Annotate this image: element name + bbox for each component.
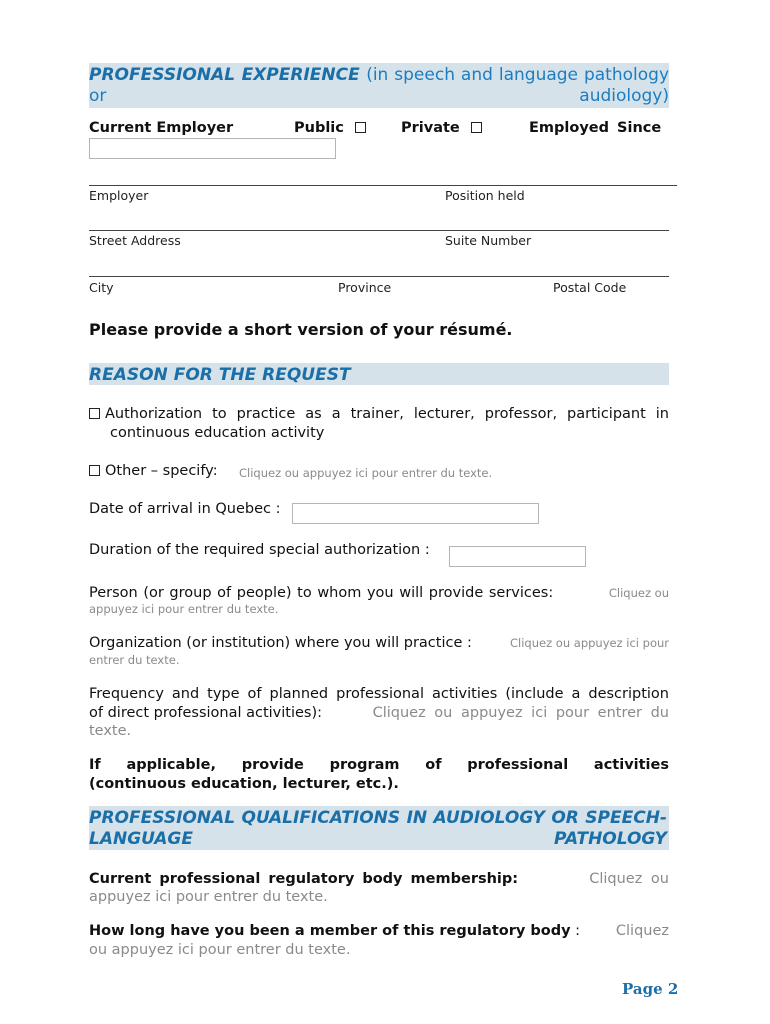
page-number: Page 2 xyxy=(622,980,679,998)
program-line2: (continuous education, lecturer, etc.). xyxy=(89,776,399,792)
person-field[interactable]: appuyez ici pour entrer du texte. xyxy=(89,602,279,616)
how-long-label: How long have you been a member of this regulatory body xyxy=(89,923,571,939)
org-field-start[interactable]: Cliquez ou appuyez ici pour xyxy=(510,636,669,650)
freq-field[interactable]: texte. xyxy=(89,723,132,739)
option-trainer[interactable] xyxy=(89,405,669,424)
current-employer-input[interactable] xyxy=(89,138,336,159)
private-option[interactable] xyxy=(401,120,487,136)
private-checkbox[interactable] xyxy=(471,122,482,133)
suite-label: Suite Number xyxy=(445,233,532,248)
experience-title-text: PROFESSIONAL EXPERIENCE xyxy=(89,65,360,85)
trainer-label-line1: Authorization to practice as a trainer, lecturer, professor, participant in xyxy=(105,406,669,422)
org-field[interactable]: entrer du texte. xyxy=(89,653,180,667)
trainer-label-line2: continuous education activity xyxy=(110,425,325,441)
how-long-line1 xyxy=(89,922,669,941)
date-arrival-input[interactable] xyxy=(292,503,539,524)
how-long-field-start[interactable]: Cliquez xyxy=(615,923,669,939)
street-label: Street Address xyxy=(89,233,181,248)
how-long-field[interactable]: ou appuyez ici pour entrer du texte. xyxy=(89,942,351,958)
city-line xyxy=(89,276,669,277)
org-line1 xyxy=(89,634,669,653)
public-label: Public xyxy=(294,120,344,136)
person-line1 xyxy=(89,584,669,603)
experience-section-title xyxy=(89,65,669,107)
other-label: Other – specify: xyxy=(105,463,218,479)
qualifications-section-title: PROFESSIONAL QUALIFICATIONS IN AUDIOLOGY OR SPEECH-LANGUAGE PATHOLOGY xyxy=(89,808,667,849)
employed-since-label: Employed Since xyxy=(529,120,662,136)
city-label: City xyxy=(89,280,114,295)
employer-line xyxy=(89,185,677,186)
position-label: Position held xyxy=(445,188,525,203)
program-line1: If applicable, provide program of professional activities xyxy=(89,757,669,773)
person-label: Person (or group of people) to whom you will provide services: xyxy=(89,585,554,601)
street-line xyxy=(89,230,669,231)
duration-input[interactable] xyxy=(449,546,586,567)
private-label: Private xyxy=(401,120,460,136)
duration-label: Duration of the required special authorization : xyxy=(89,542,430,558)
membership-label: Current professional regulatory body membership: xyxy=(89,871,519,887)
how-long-sep: : xyxy=(570,923,585,939)
freq-line1: Frequency and type of planned professional activities (include a description xyxy=(89,686,669,702)
person-field-start[interactable]: Cliquez ou xyxy=(608,586,669,600)
other-checkbox[interactable] xyxy=(89,465,100,476)
trainer-checkbox[interactable] xyxy=(89,408,100,419)
membership-field-start[interactable]: Cliquez ou xyxy=(589,871,669,887)
freq-line2 xyxy=(89,704,669,723)
current-employer-label: Current Employer xyxy=(89,120,234,136)
membership-line1 xyxy=(89,870,669,889)
membership-field[interactable]: appuyez ici pour entrer du texte. xyxy=(89,889,328,905)
org-label: Organization (or institution) where you will practice : xyxy=(89,635,472,651)
province-label: Province xyxy=(338,280,392,295)
experience-subtitle-text: (in speech and language pathology or audiology) xyxy=(89,65,669,106)
public-checkbox[interactable] xyxy=(355,122,366,133)
other-specify-field[interactable]: Cliquez ou appuyez ici pour entrer du texte. xyxy=(239,466,493,480)
option-other[interactable] xyxy=(89,462,218,481)
public-option[interactable] xyxy=(294,120,371,136)
freq-label-line2: of direct professional activities): xyxy=(89,705,323,721)
freq-field-start[interactable]: Cliquez ou appuyez ici pour entrer du xyxy=(372,705,669,721)
reason-section-title: REASON FOR THE REQUEST xyxy=(89,365,351,385)
employer-label: Employer xyxy=(89,188,149,203)
postal-label: Postal Code xyxy=(553,280,627,295)
date-arrival-label: Date of arrival in Quebec : xyxy=(89,501,281,517)
resume-prompt: Please provide a short version of your résumé. xyxy=(89,320,513,339)
